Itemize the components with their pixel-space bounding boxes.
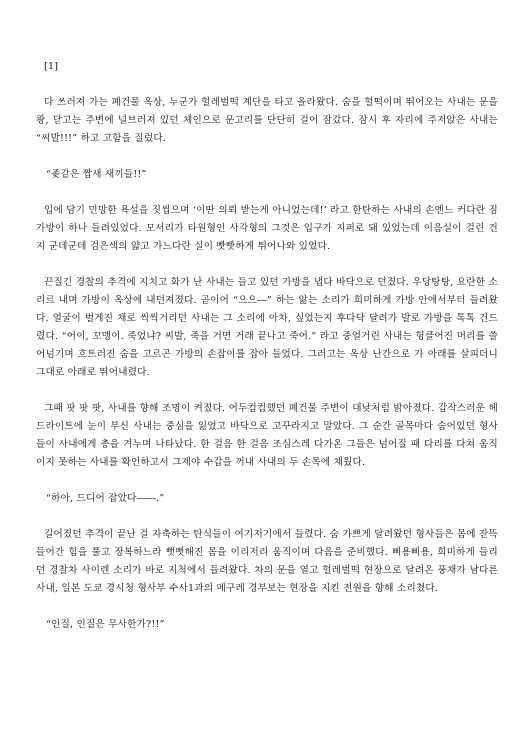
- paragraph-caught-dialogue: “하아, 드디어 잡았다――.”: [46, 493, 165, 504]
- paragraph-bag-thrown: 끈질긴 경찰의 추격에 지치고 화가 난 사내는 들고 있던 가방을 냅다 바닥으로 던졌다. 우당탕탕, 요란한 소리르 내며 가방이 옥상에 내던져졌다. 곧이어 “으으―” 하는 앓는 소리가 희미하게 가방 안에서부터 들려왔다. 얼굴이 벌게진 채로 씩씩거리던 사내는 그 소리에 아차, 싶었는지 후다닥 달려가 발로 가방을 톡톡 건드렸다. “어이, 꼬맹이. 죽었냐? 씨발, 죽을 거면 거래 끝나고 죽어.” 라고 중얼거린 사내는 헝클어진 머리를 쓸어넘기며 흐트러진 숨을 고르곤 가방의 손잡이를 잡아 들었다. 그러고는 옥상 난간으로 가 아래를 살피더니 그대로 아래로 뛰어내렸다.: [36, 277, 498, 378]
- chapter-marker: [1]: [44, 61, 59, 72]
- paragraph-detectives-relief: 길어졌던 추격이 끝난 걸 자축하는 탄식들이 여기저기에서 들렸다. 숨 가쁘게 달려왔던 형사들은 몸에 잔뜩 들어간 힘을 풀고 장복하느라 뻣뻣해진 몸을 이리저리 움직이며 다음을 준비했다. 삐용삐용, 희미하게 들리던 경찰차 사이렌 소리가 바로 지척에서 들려왔다. 차의 문을 열고 헐레벌떡 현장으로 달려온 풍채가 남다른 사내, 일본 도쿄 경시청 형사부 수사1과의 메구레 경부보는 현장을 지킨 전원을 향해 소리쳤다.: [36, 529, 498, 594]
- paragraph-hostage-dialogue: “인질, 인질은 무사한가?!!”: [46, 619, 165, 630]
- paragraph-bag-description: 입에 담기 민망한 욕설을 짓씹으며 ‘이딴 의뢰 받는게 아니었는데!’ 라고 한탄하는 사내의 손엔느 커다란 짐가방이 하나 들려있었다. 모서리가 타원형인 사각형의 그것은 입구가 지퍼로 돼 있었는데 이음실이 걸린 건지 군데군데 검은색의 얇고 가느다란 실이 빳빳하게 튀어나와 있었다.: [36, 205, 498, 252]
- paragraph-spotlight-arrest: 그때 팟 팟 팟, 사내를 향해 조명이 켜졌다. 어두컴컴했던 폐건물 주변이 대낮처럼 밝아졌다. 갑작스러운 헤드라이트에 눈이 부신 사내는 중심을 잃었고 바닥으로 고꾸라지고 말았다. 그 순간 골목마다 숨어있던 형사들이 사내에게 총을 겨누며 나타났다. 한 걸음 한 걸음 조심스레 다가온 그들은 넘어질 때 다리를 다쳐 움직이지 못하는 사내를 확인하고서 그제야 수갑을 꺼내 사내의 두 손목에 채웠다.: [36, 403, 498, 468]
- paragraph-curse-dialogue: “좆같은 짭새 새끼들!!”: [46, 169, 147, 180]
- paragraph-rooftop-arrival: 다 쓰러져 가는 폐건물 옥상, 누군가 헐레벌떡 계단을 타고 올라왔다. 숨을 헐떡이며 뛰어오는 사내는 문을 쾅, 닫고는 주변에 널브러져 있던 체인으로 문고리를 단단히 걸어 잠갔다. 잠시 후 자리에 주저앉은 사내는 “씨발!!!” 하고 고함을 질렀다.: [36, 97, 498, 144]
